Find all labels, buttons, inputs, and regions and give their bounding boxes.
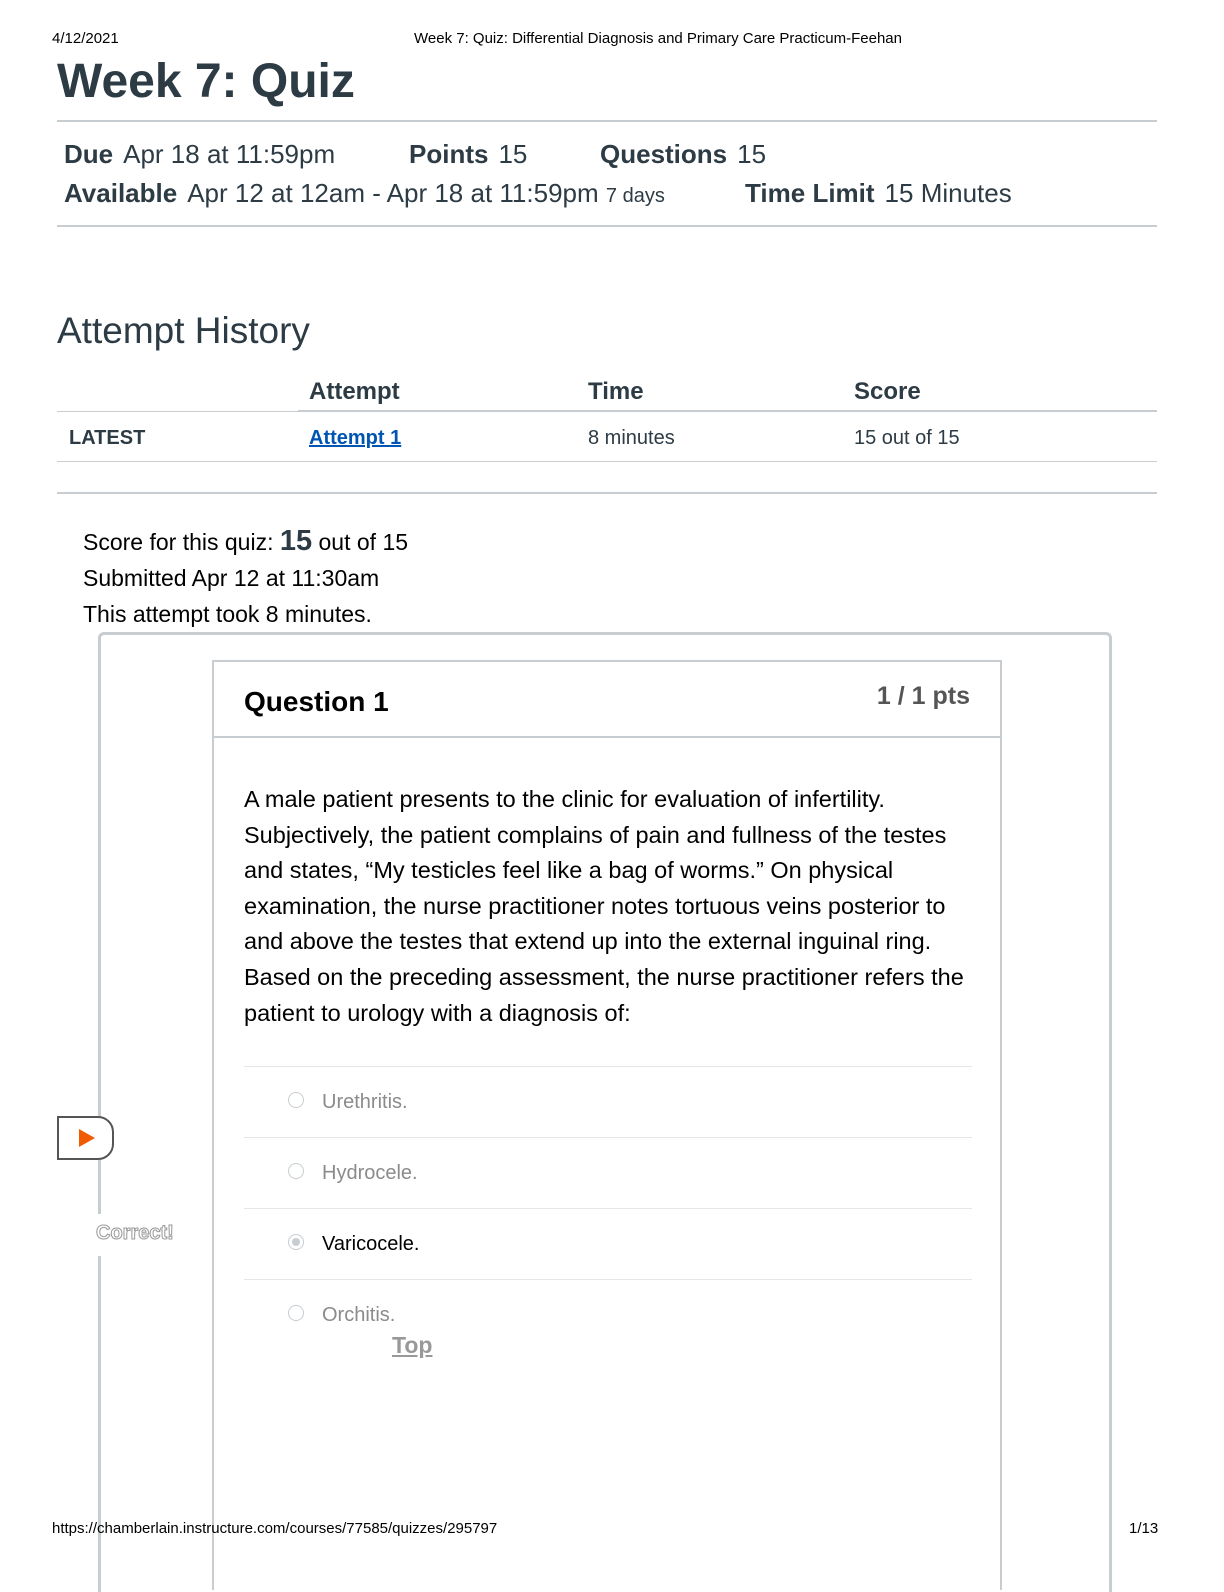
question-card: [212, 660, 1002, 1590]
answer-marker: [57, 1116, 114, 1160]
answer-option[interactable]: [244, 1279, 972, 1350]
questions-info: [600, 139, 766, 170]
available-label: Available: [64, 178, 178, 208]
print-page-title: Week 7: Quiz: Differential Diagnosis and Primary Care Practicum-Feehan: [414, 30, 902, 47]
attempt-score: 15 out of 15: [854, 427, 960, 449]
questions-value: 15: [737, 139, 767, 169]
answer-label: Urethritis.: [322, 1091, 408, 1113]
answer-label: Orchitis.: [322, 1304, 396, 1326]
top-link[interactable]: Top: [392, 1332, 433, 1358]
attempt-status: LATEST: [69, 427, 146, 449]
column-header-score: Score: [854, 378, 921, 405]
attempt-time: 8 minutes: [588, 427, 675, 449]
due-value: Apr 18 at 11:59pm: [123, 139, 336, 169]
table-row-divider: [57, 461, 1157, 462]
quiz-score: [83, 525, 408, 558]
score-prefix: Score for this quiz:: [83, 529, 274, 555]
radio-button[interactable]: [288, 1163, 304, 1179]
attempt-history-title: Attempt History: [57, 310, 310, 351]
answer-option[interactable]: [244, 1137, 972, 1208]
time-limit-label: Time Limit: [745, 178, 875, 208]
column-header-time: Time: [588, 378, 644, 405]
question-points: 1 / 1 pts: [876, 682, 970, 710]
question-text: A male patient presents to the clinic for evaluation of infertility. Subjectively, the patient complains of pain and fullness of the testes and states, “My testicles feel like a bag of worms.” On physical examination, the nurse practitioner notes tortuous veins posterior to and above the testes that extend up into the external inguinal ring. Based on the preceding assessment, the nurse practitioner refers the patient to urology with a diagnosis of:: [244, 786, 964, 1026]
due-label: Due: [64, 139, 114, 169]
divider: [57, 120, 1157, 122]
answer-option[interactable]: [244, 1066, 972, 1137]
due-info: [64, 139, 335, 170]
duration-text: This attempt took 8 minutes.: [83, 601, 372, 627]
questions-label: Questions: [600, 139, 728, 169]
column-header-attempt: Attempt: [309, 378, 400, 405]
score-value: 15: [279, 525, 313, 557]
answer-label: Varicocele.: [322, 1233, 420, 1255]
points-label: Points: [409, 139, 489, 169]
available-days: 7 days: [605, 185, 665, 207]
radio-button[interactable]: [288, 1305, 304, 1321]
points-value: 15: [498, 139, 528, 169]
available-value: Apr 12 at 12am - Apr 18 at 11:59pm: [187, 178, 599, 208]
attempt-1-link[interactable]: Attempt 1: [309, 427, 402, 449]
print-url: https://chamberlain.instructure.com/courses/77585/quizzes/295797: [52, 1520, 498, 1537]
print-date: 4/12/2021: [52, 30, 119, 47]
play-arrow-icon: [79, 1129, 95, 1147]
submitted-text: Submitted Apr 12 at 11:30am: [83, 565, 380, 591]
time-limit-info: [745, 178, 1012, 209]
quiz-title: Week 7: Quiz: [57, 55, 355, 108]
score-suffix: out of 15: [318, 529, 409, 555]
table-header-divider: [298, 410, 1157, 412]
print-page-number: 1/13: [1129, 1520, 1159, 1537]
correct-label: Correct!: [96, 1222, 174, 1244]
answer-option-selected[interactable]: [244, 1208, 972, 1279]
question-title: Question 1: [244, 686, 389, 717]
answer-label: Hydrocele.: [322, 1162, 418, 1184]
time-limit-value: 15 Minutes: [884, 178, 1012, 208]
radio-button-selected[interactable]: [288, 1234, 304, 1250]
divider: [57, 492, 1157, 494]
points-info: [409, 139, 527, 170]
available-info: [64, 178, 665, 209]
question-header: [214, 662, 1000, 738]
divider: [57, 225, 1157, 227]
radio-button[interactable]: [288, 1092, 304, 1108]
